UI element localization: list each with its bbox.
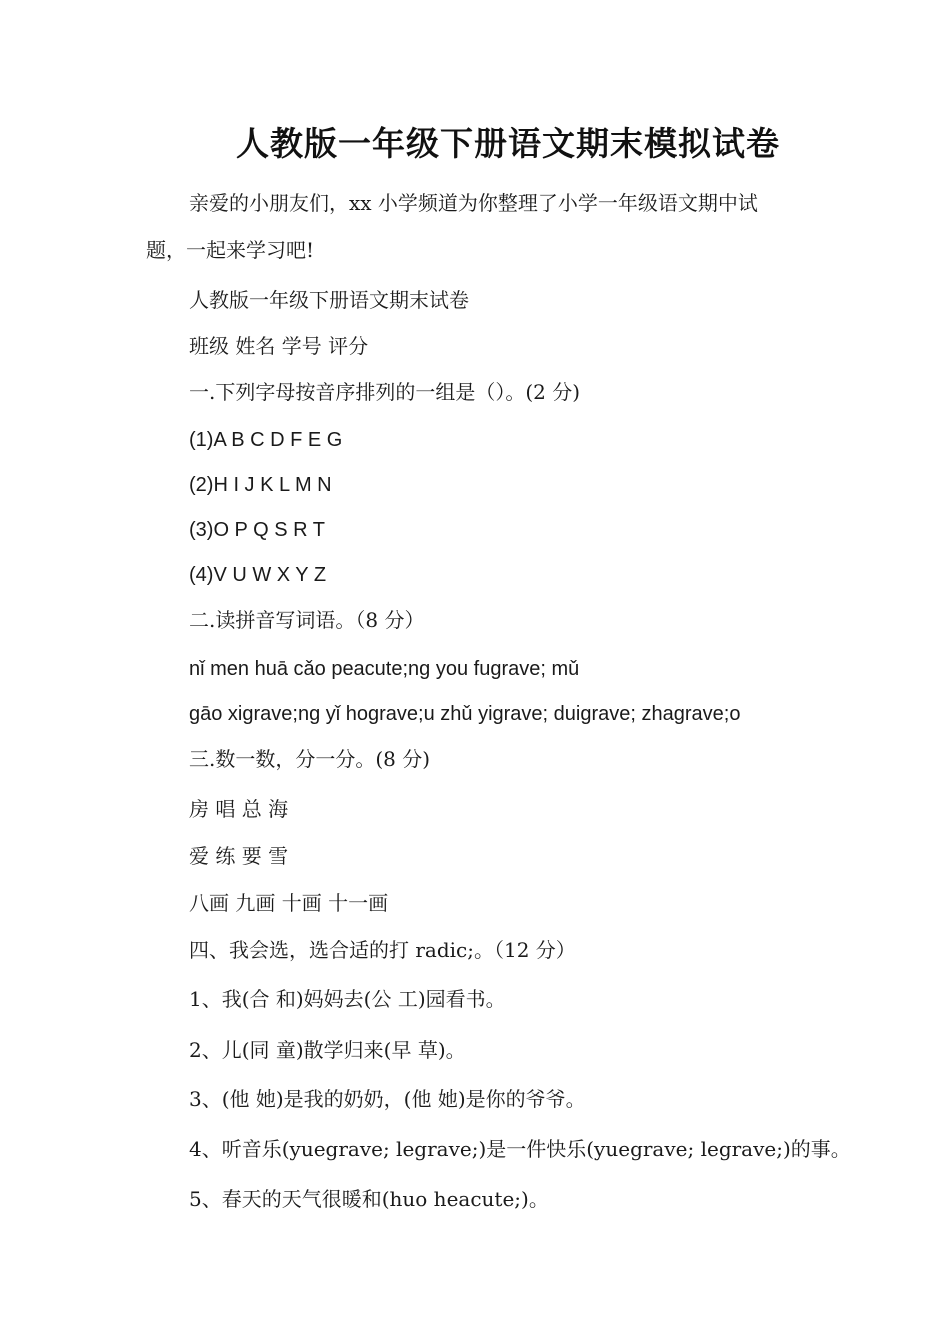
student-info-fields: 班级 姓名 学号 评分 — [189, 334, 369, 358]
question-1-option-2: (2)H I J K L M N — [189, 474, 332, 496]
question-1-option-4: (4)V U W X Y Z — [189, 564, 327, 586]
question-3-characters-row-2: 爱 练 要 雪 — [189, 844, 289, 868]
question-4-item-4: 4、听音乐(yuegrave; legrave;)是一件快乐(yuegrave; legrave;)的事。 — [189, 1137, 851, 1161]
question-4-item-2: 2、儿(同 童)散学归来(早 草)。 — [189, 1038, 466, 1062]
question-1-option-1: (1)A B C D F E G — [189, 429, 343, 451]
question-4-item-1: 1、我(合 和)妈妈去(公 工)园看书。 — [189, 987, 506, 1011]
question-1-option-3: (3)O P Q S R T — [189, 519, 325, 541]
question-4-heading: 四、我会选，选合适的打 radic;。（12 分） — [189, 938, 576, 962]
question-4-item-3: 3、(他 她)是我的奶奶，(他 她)是你的爷爷。 — [189, 1087, 586, 1111]
question-3-heading: 三.数一数，分一分。(8 分) — [189, 747, 431, 771]
question-2-pinyin-line-2: gāo xigrave;ng yǐ hograve;u zhǔ yigrave; duigrave; zhagrave;o — [189, 703, 741, 725]
exam-subtitle: 人教版一年级下册语文期末试卷 — [189, 288, 469, 312]
question-1-heading: 一.下列字母按音序排列的一组是（）。(2 分) — [189, 380, 581, 404]
question-3-characters-row-1: 房 唱 总 海 — [189, 797, 289, 821]
question-2-pinyin-line-1: nǐ men huā cǎo peacute;ng you fugrave; mǔ — [189, 658, 580, 680]
question-2-heading: 二.读拼音写词语。（8 分） — [189, 608, 425, 632]
document-title: 人教版一年级下册语文期末模拟试卷 — [236, 124, 780, 163]
question-4-item-5: 5、春天的天气很暖和(huo heacute;)。 — [189, 1187, 549, 1211]
intro-paragraph-line-2: 题，一起来学习吧! — [146, 238, 315, 262]
intro-paragraph-line-1: 亲爱的小朋友们，xx 小学频道为你整理了小学一年级语文期中试 — [189, 191, 758, 215]
question-3-stroke-categories: 八画 九画 十画 十一画 — [189, 891, 389, 915]
